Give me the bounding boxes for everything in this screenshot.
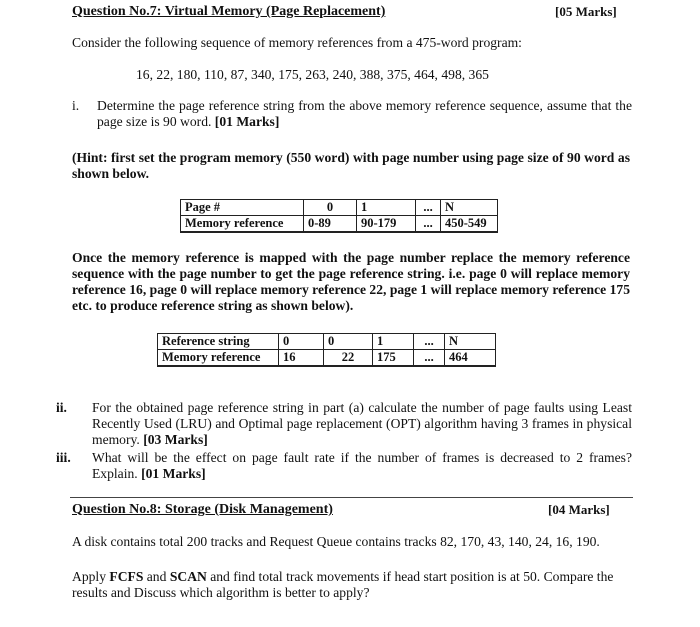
table-cell: 175 <box>373 350 414 367</box>
table-cell: 0 <box>304 200 357 216</box>
fcfs-label: FCFS <box>109 569 144 584</box>
q7-title: Question No.7: Virtual Memory (Page Replacement) <box>72 4 386 19</box>
table-cell: 450-549 <box>441 216 498 233</box>
table-cell: 0 <box>324 334 373 350</box>
scan-label: SCAN <box>169 569 207 584</box>
q8-title: Question No.8: Storage (Disk Management) <box>72 502 333 517</box>
table-row <box>158 350 496 367</box>
mapping-note: Once the memory reference is mapped with the page number replace the memory reference sequence with the page number to get the page reference string. i.e. page 0 will replace memory reference 16, page 0 will replace memory reference 22, page 1 will replace memory reference 175 etc. to produce reference string as shown below). <box>72 250 630 313</box>
page-range-table <box>180 199 498 233</box>
table-cell: Reference string <box>158 334 279 350</box>
table-cell: Memory reference <box>158 350 279 367</box>
q8-rest: and find total track movements if head start position is at 50. Compare the results and Discuss which algorithm is better to apply? <box>72 569 614 600</box>
part-ii-marks: [03 Marks] <box>143 432 208 447</box>
table-cell: 22 <box>324 350 373 367</box>
part-ii-body: For the obtained page reference string in part (a) calculate the number of page faults using Least Recently Used (LRU) and Optimal page replacement (OPT) algorithm having 3 frames in physical memory. <box>92 400 632 447</box>
q7-marks: [05 Marks] <box>555 4 617 19</box>
table-cell: ... <box>416 216 441 233</box>
table-cell: 0 <box>279 334 324 350</box>
part-iii-marks: [01 Marks] <box>141 466 206 481</box>
q8-line2 <box>72 569 632 601</box>
table-row <box>181 200 498 216</box>
table-row <box>158 334 496 350</box>
q8-apply: Apply <box>72 569 110 584</box>
table-cell: 1 <box>357 200 416 216</box>
table-cell: Page # <box>181 200 304 216</box>
hint-text: (Hint: first set the program memory (550 word) with page number using page size of 90 word as shown below. <box>72 150 630 181</box>
part-ii-label: ii. <box>56 400 67 415</box>
table-cell: N <box>441 200 498 216</box>
table-cell: ... <box>414 334 445 350</box>
q8-line1: A disk contains total 200 tracks and Request Queue contains tracks 82, 170, 43, 140, 24, 16, 190. <box>72 534 600 549</box>
table-cell: 1 <box>373 334 414 350</box>
table-cell: 464 <box>445 350 496 367</box>
q7-sequence: 16, 22, 180, 110, 87, 340, 175, 263, 240, 388, 375, 464, 498, 365 <box>136 67 489 82</box>
part-iii-body: What will be the effect on page fault rate if the number of frames is decreased to 2 frames? Explain. <box>92 450 632 481</box>
table-cell: 16 <box>279 350 324 367</box>
reference-string-table <box>157 333 496 367</box>
table-cell: Memory reference <box>181 216 304 233</box>
table-cell: 90-179 <box>357 216 416 233</box>
part-i-body: Determine the page reference string from the above memory reference sequence, assume that the page size is 90 word. <box>97 98 632 129</box>
table-cell: 0-89 <box>304 216 357 233</box>
part-i-text <box>97 98 632 130</box>
table-cell: ... <box>416 200 441 216</box>
part-iii-label: iii. <box>56 450 71 465</box>
table-row <box>181 216 498 233</box>
part-ii-text <box>92 400 632 448</box>
table-cell: ... <box>414 350 445 367</box>
section-divider <box>70 497 633 498</box>
q7-intro: Consider the following sequence of memory references from a 475-word program: <box>72 35 522 50</box>
table-cell: N <box>445 334 496 350</box>
q8-and: and <box>143 569 170 584</box>
part-i-label: i. <box>72 98 80 113</box>
part-iii-text <box>92 450 632 482</box>
q8-marks: [04 Marks] <box>548 502 610 517</box>
part-i-marks: [01 Marks] <box>214 114 280 129</box>
